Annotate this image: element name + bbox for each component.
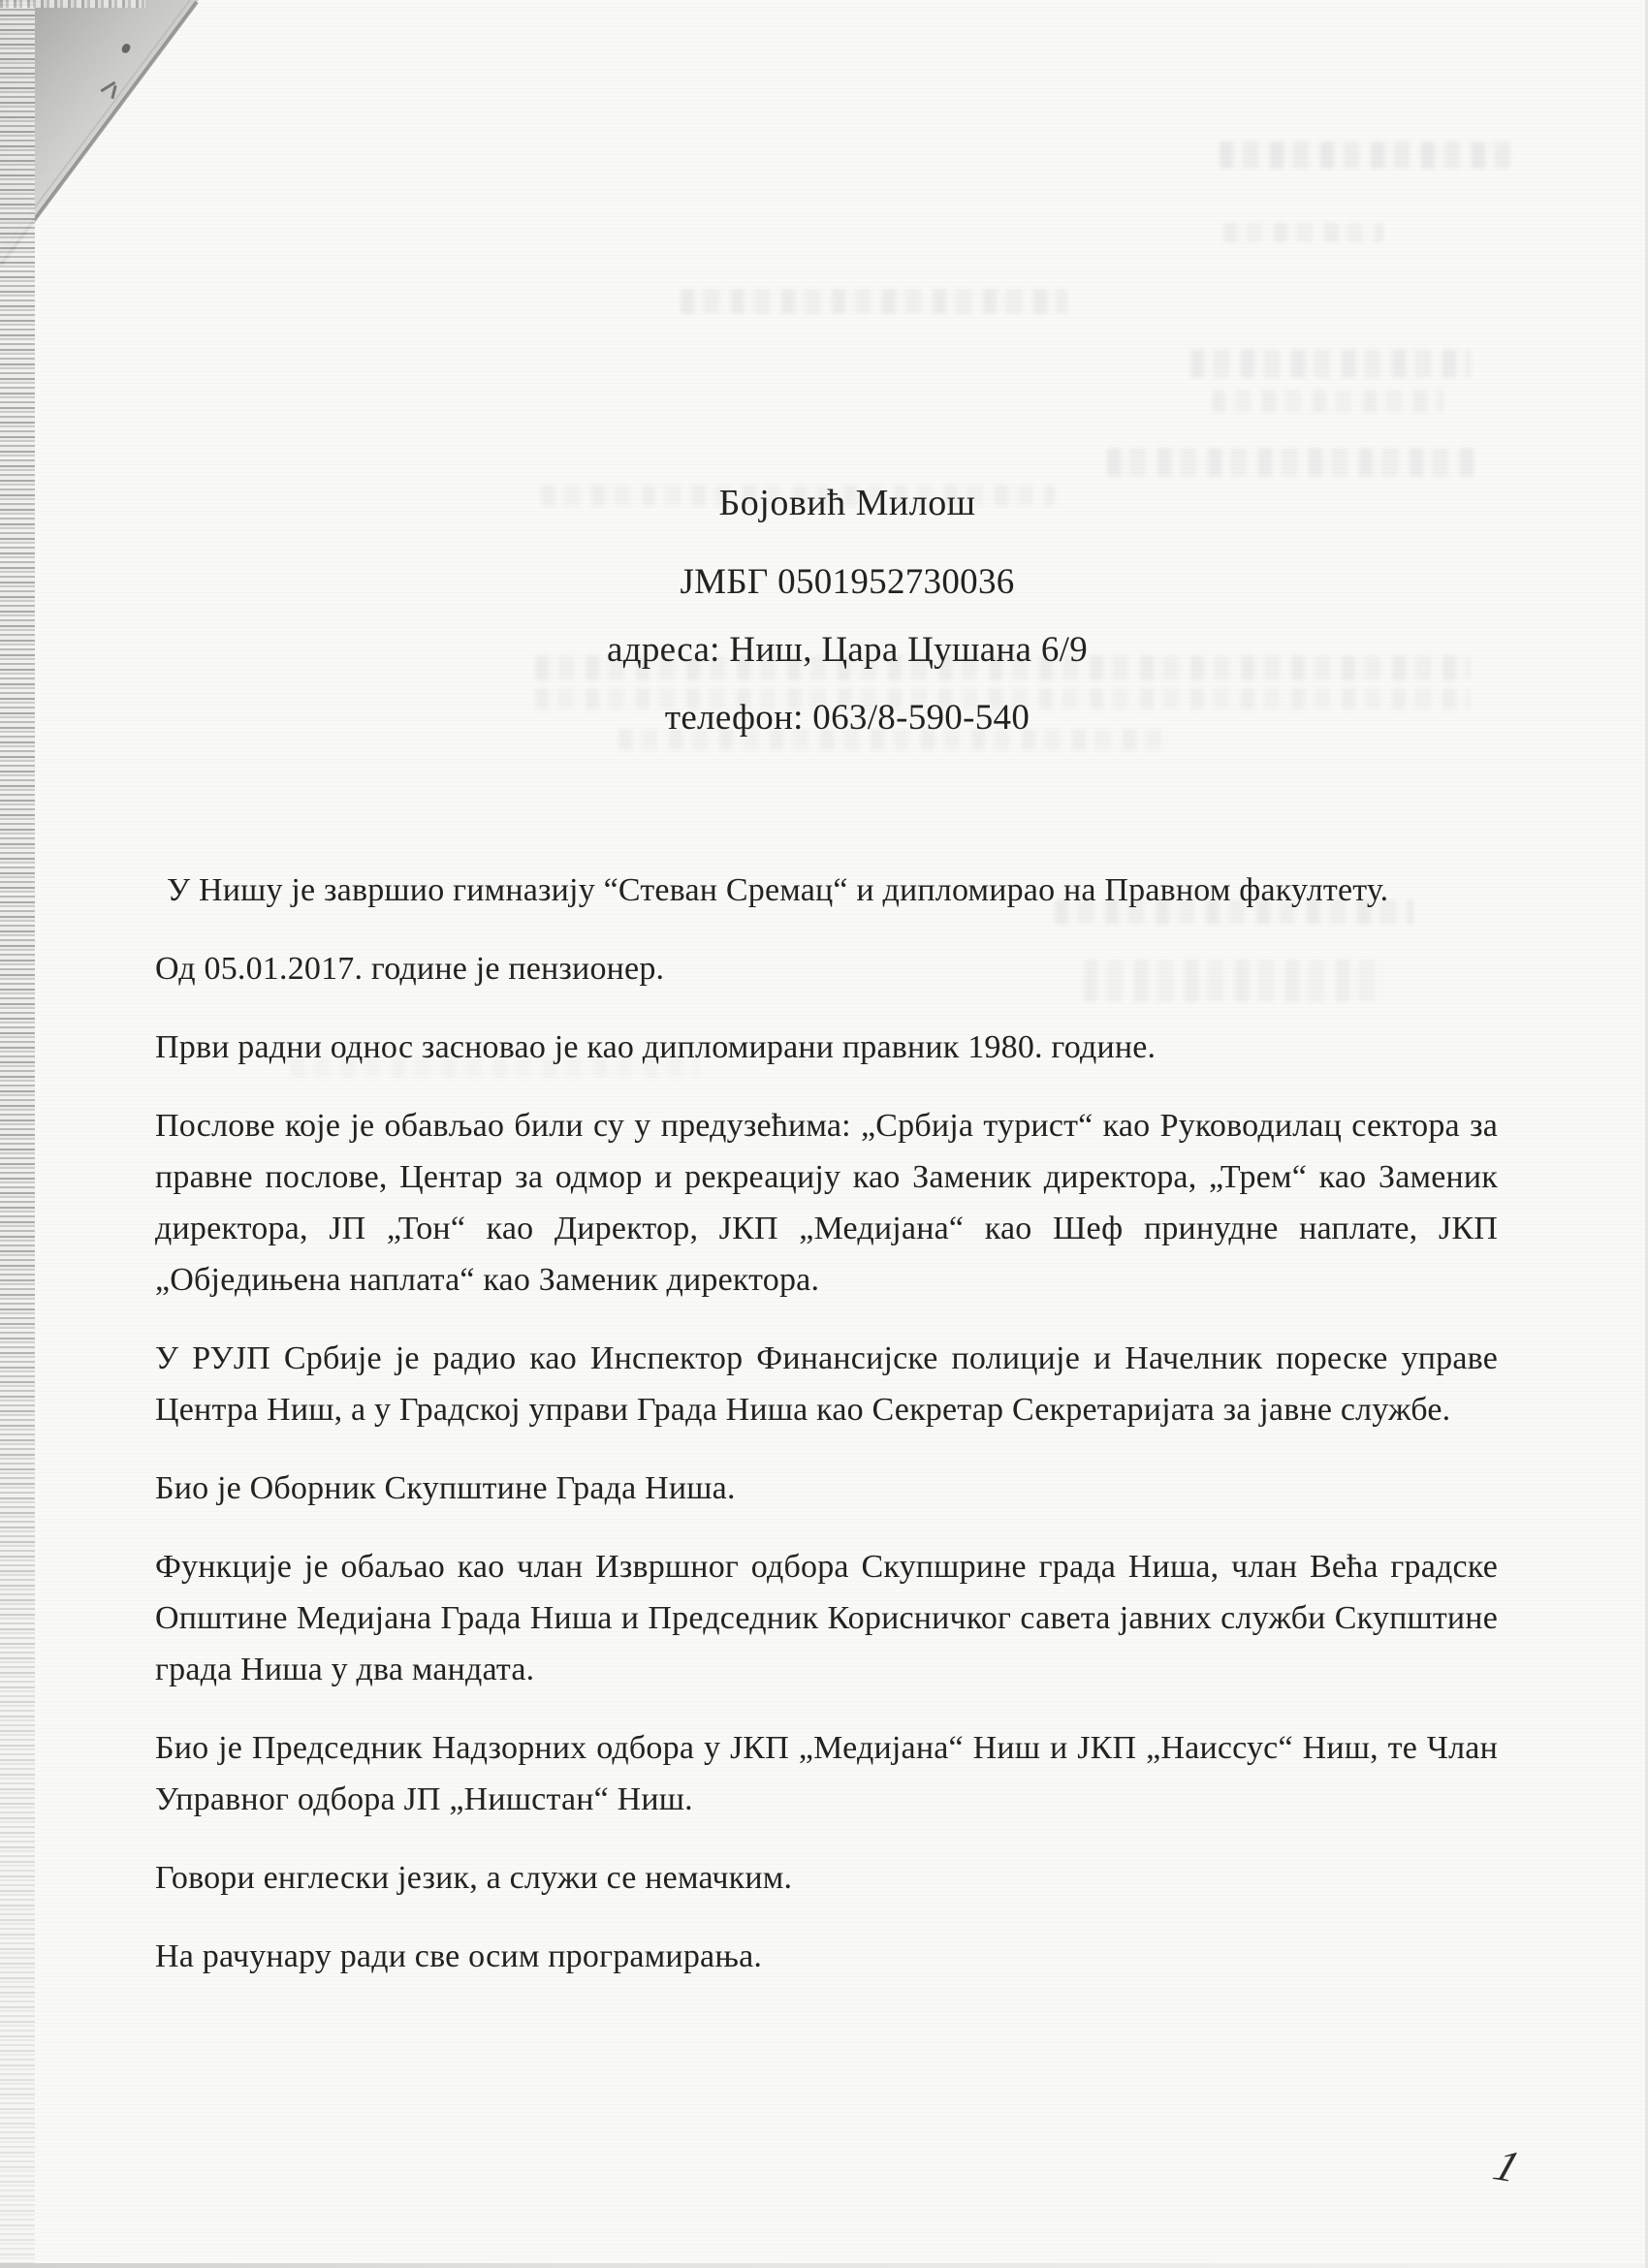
paragraph: Говори енглески језик, а служи се немачким. bbox=[155, 1860, 793, 1896]
document-body bbox=[155, 865, 1498, 1982]
address-line: адреса: Ниш, Цара Цушана 6/9 bbox=[606, 630, 1089, 670]
paragraph: Био је Председник Надзорних одбора у ЈКП „Медијана“ Ниш и ЈКП „Наиссус“ Ниш, те Члан Управног одбора ЈП „Нишстан“ Ниш. bbox=[155, 1730, 1498, 1817]
phone-line: телефон: 063/8-590-540 bbox=[664, 698, 1030, 738]
jmbg-line: ЈМБГ 0501952730036 bbox=[680, 562, 1015, 602]
paragraph: На рачунару ради све осим програмирања. bbox=[155, 1938, 763, 1974]
paragraph: Од 05.01.2017. године је пензионер. bbox=[155, 951, 665, 987]
bottom-scan-edge bbox=[0, 2263, 1648, 2268]
paragraph: Први радни однос засновао је као дипломирани правник 1980. године. bbox=[155, 1029, 1157, 1065]
paragraph: Био је Оборник Скупштине Града Ниша. bbox=[155, 1470, 736, 1506]
paragraph: Послове које је обављао били су у предузећима: „Србија турист“ као Руководилац сектора за правне послове, Центар за одмор и рекреацију као Заменик директора, „Трем“ као Заменик директора, ЈП „Тон“ као Директор, ЈКП „Медијана“ као Шеф принудне наплате, ЈКП „Обједињена наплата“ као Заменик директора. bbox=[155, 1108, 1498, 1298]
paragraph: У РУЈП Србије је радио као Инспектор Финансијске полиције и Начелник пореске управе Центра Ниш, а у Градској управи Града Ниша као Секретар Секретаријата за јавне службе. bbox=[155, 1340, 1498, 1428]
handwritten-page-number: 1 bbox=[1487, 2140, 1527, 2191]
paragraph: Функције је обаљао као члан Извршног одбора Скупшрине града Ниша, члан Већа градске Општине Медијана Града Ниша и Председник Корисничког савета јавних служби Скупштине града Ниша у два мандата. bbox=[155, 1549, 1498, 1687]
person-name: Бојовић Милош bbox=[718, 483, 976, 523]
paragraph: У Нишу је завршио гимназију “Стеван Сремац“ и дипломирао на Правном факултету. bbox=[167, 872, 1389, 908]
document-header bbox=[23, 0, 1648, 739]
